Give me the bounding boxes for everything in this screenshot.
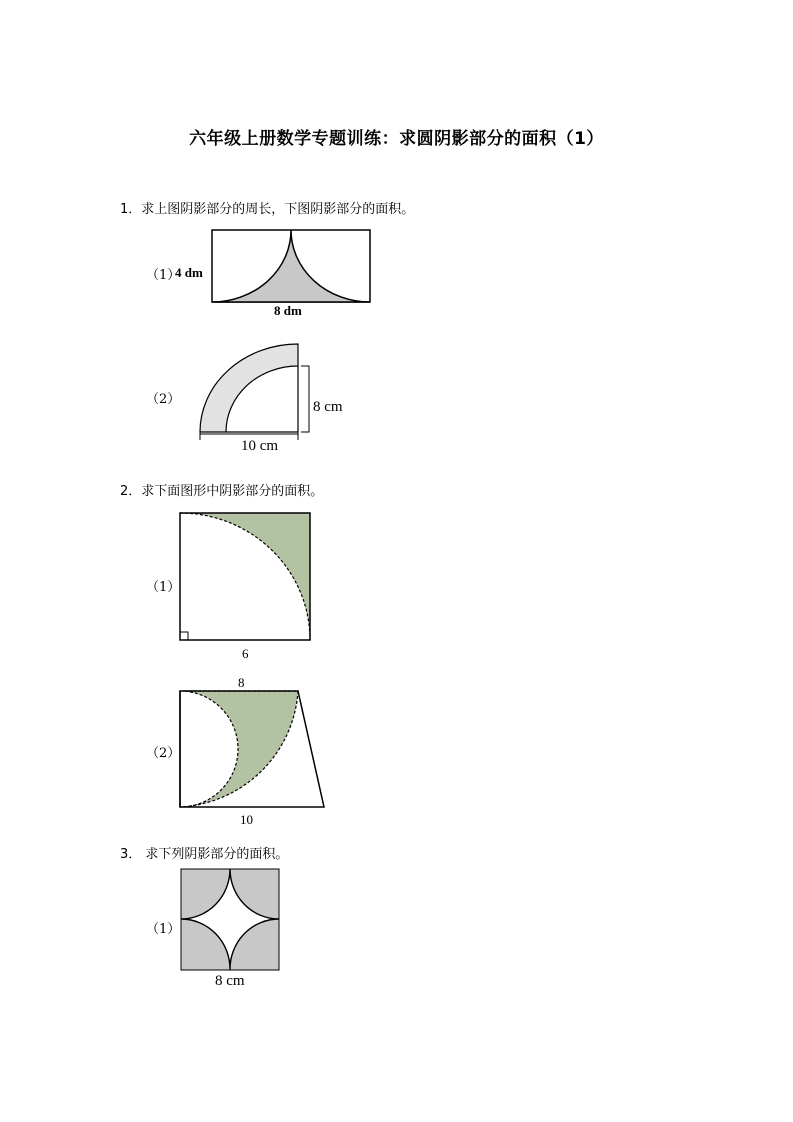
question-3-text: 3． 求下列阴影部分的面积。 — [120, 847, 289, 862]
q2-part1-label: （1） — [146, 580, 181, 595]
q1-part2-height-label: 8 cm — [313, 399, 343, 415]
q1-part1-label: （1） — [146, 268, 181, 283]
question-2-text: 2．求下面图形中阴影部分的面积。 — [120, 484, 324, 499]
q1-part1-height-label: 4 dm — [175, 265, 203, 280]
q3-part1-label: （1） — [146, 922, 181, 937]
q1-part1-width-label: 8 dm — [274, 303, 302, 318]
q2-part1-side-label: 6 — [242, 646, 249, 661]
q3-part1-side-label: 8 cm — [215, 973, 245, 989]
q2-part2-label: （2） — [146, 746, 181, 761]
question-1-text: 1．求上图阴影部分的周长，下图阴影部分的面积。 — [120, 202, 415, 217]
q2-part2-bottom-label: 10 — [240, 812, 253, 827]
q1-part2-label: （2） — [146, 392, 181, 407]
q2-part2-top-label: 8 — [238, 675, 245, 690]
page-title: 六年级上册数学专题训练：求圆阴影部分的面积（1） — [189, 129, 604, 149]
q1-part2-width-label: 10 cm — [241, 438, 279, 454]
